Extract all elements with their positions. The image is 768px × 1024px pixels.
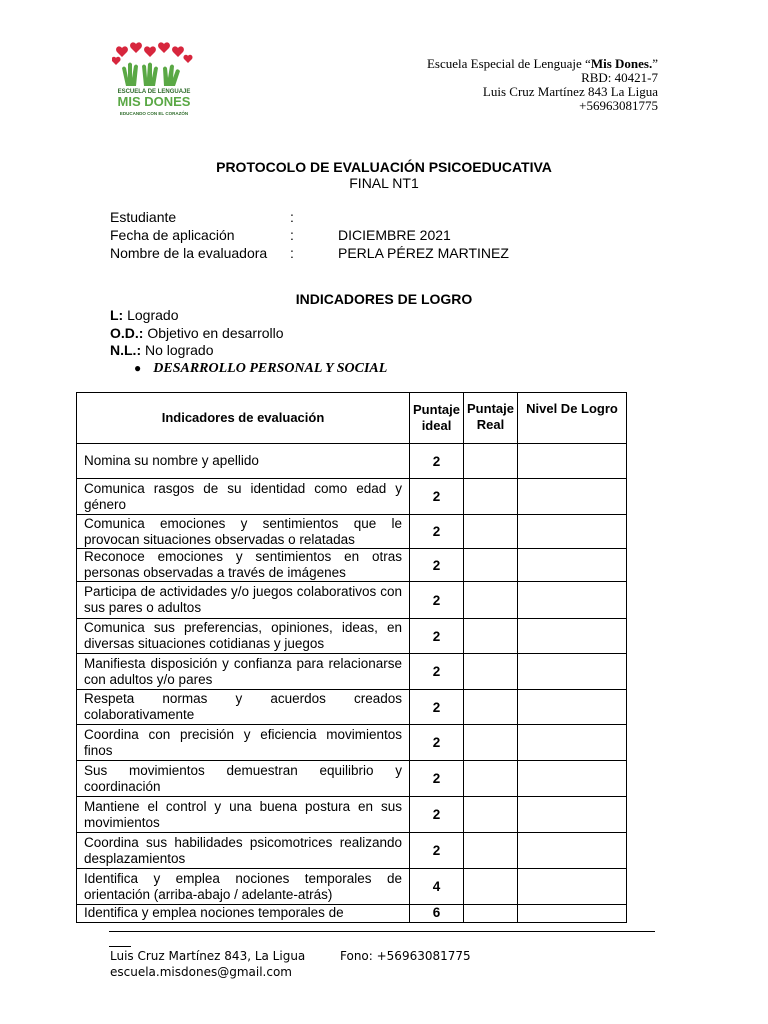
table-row [77, 690, 627, 725]
document-title: PROTOCOLO DE EVALUACIÓN PSICOEDUCATIVA [216, 159, 552, 175]
table-row [77, 619, 627, 654]
real-score-cell[interactable] [464, 833, 518, 869]
table-row [77, 515, 627, 549]
ideal-score-cell: 2 [410, 725, 464, 761]
real-score-cell[interactable] [464, 444, 518, 479]
indicator-cell: Coordina sus habilidades psicomotrices realizando desplazamientos [77, 833, 410, 869]
real-score-cell[interactable] [464, 761, 518, 797]
achievement-level-cell[interactable] [518, 444, 627, 479]
logo-slogan-text: EDUCANDO CON EL CORAZÓN [119, 111, 189, 116]
indicator-cell: Coordina con precisión y eficiencia movimientos finos [77, 725, 410, 761]
footer-divider [109, 931, 655, 932]
header-real-score: Puntaje Real [464, 393, 518, 444]
indicator-cell: Comunica sus preferencias, opiniones, ideas, en diversas situaciones cotidianas y juegos [77, 619, 410, 654]
indicator-cell: Identifica y emplea nociones temporales de orientación (arriba-abajo / adelante-atrás) [77, 869, 410, 905]
indicators-title: INDICADORES DE LOGRO [295, 291, 473, 307]
achievement-level-cell[interactable] [518, 479, 627, 515]
footer-email: escuela.misdones@gmail.com [110, 965, 292, 979]
ideal-score-cell: 2 [410, 444, 464, 479]
info-row-date: Fecha de aplicación : DICIEMBRE 2021 [110, 227, 451, 243]
table-row [77, 444, 627, 479]
table-row [77, 905, 627, 923]
logo-top-text: ESCUELA DE LENGUAJE [117, 89, 191, 95]
achievement-level-cell[interactable] [518, 515, 627, 549]
legend-item-logrado: L: Logrado [110, 307, 179, 323]
ideal-score-cell: 2 [410, 797, 464, 833]
header-ideal-score: Puntaje ideal [410, 393, 464, 444]
achievement-level-cell[interactable] [518, 869, 627, 905]
ideal-score-cell: 2 [410, 582, 464, 619]
section-heading: ● DESARROLLO PERSONAL Y SOCIAL [134, 361, 388, 376]
table-row [77, 725, 627, 761]
real-score-cell[interactable] [464, 619, 518, 654]
page-footer [110, 948, 471, 980]
indicator-cell: Mantiene el control y una buena postura en sus movimientos [77, 797, 410, 833]
indicator-cell: Reconoce emociones y sentimientos en otras personas observadas a través de imágenes [77, 549, 410, 582]
footer-address: Luis Cruz Martínez 843, La Ligua [110, 949, 306, 963]
real-score-cell[interactable] [464, 654, 518, 690]
footer-divider-short [109, 946, 131, 947]
school-address: Luis Cruz Martínez 843 La Ligua [482, 84, 658, 99]
ideal-score-cell: 2 [410, 619, 464, 654]
legend-item-objetivo: O.D.: Objetivo en desarrollo [110, 324, 284, 341]
student-info [110, 208, 509, 262]
info-row-evaluator: Nombre de la evaluadora : PERLA PÉREZ MARTINEZ [110, 245, 509, 261]
bullet-icon: ● [134, 361, 142, 375]
achievement-level-cell[interactable] [518, 549, 627, 582]
indicator-cell: Respeta normas y acuerdos creados colaborativamente [77, 690, 410, 725]
achievement-level-cell[interactable] [518, 654, 627, 690]
indicator-cell: Identifica y emplea nociones temporales de [77, 905, 410, 923]
real-score-cell[interactable] [464, 869, 518, 905]
ideal-score-cell: 2 [410, 761, 464, 797]
real-score-cell[interactable] [464, 515, 518, 549]
ideal-score-cell: 6 [410, 905, 464, 923]
real-score-cell[interactable] [464, 905, 518, 923]
achievement-level-cell[interactable] [518, 761, 627, 797]
table-row [77, 833, 627, 869]
indicator-cell: Comunica emociones y sentimientos que le provocan situaciones observadas o relatadas [77, 515, 410, 549]
ideal-score-cell: 2 [410, 833, 464, 869]
table-row [77, 761, 627, 797]
table-header-row [77, 393, 627, 444]
table-row [77, 582, 627, 619]
indicator-cell: Comunica rasgos de su identidad como edad y género [77, 479, 410, 515]
indicator-cell: Sus movimientos demuestran equilibrio y coordinación [77, 761, 410, 797]
ideal-score-cell: 2 [410, 479, 464, 515]
achievement-level-cell[interactable] [518, 905, 627, 923]
header-achievement-level: Nivel De Logro [518, 393, 627, 444]
indicator-cell: Participa de actividades y/o juegos colaborativos con sus pares o adultos [77, 582, 410, 619]
header-indicator: Indicadores de evaluación [77, 393, 410, 444]
achievement-legend [110, 307, 284, 360]
real-score-cell[interactable] [464, 690, 518, 725]
achievement-level-cell[interactable] [518, 797, 627, 833]
table-row [77, 869, 627, 905]
footer-phone: Fono: +56963081775 [340, 949, 471, 963]
achievement-level-cell[interactable] [518, 582, 627, 619]
achievement-level-cell[interactable] [518, 690, 627, 725]
table-row [77, 549, 627, 582]
achievement-level-cell[interactable] [518, 619, 627, 654]
ideal-score-cell: 4 [410, 869, 464, 905]
logo-name-text: MIS DONES [117, 94, 191, 109]
legend-item-no-logrado: N.L.: No logrado [110, 342, 214, 358]
indicator-cell: Manifiesta disposición y confianza para relacionarse con adultos y/o pares [77, 654, 410, 690]
ideal-score-cell: 2 [410, 515, 464, 549]
real-score-cell[interactable] [464, 479, 518, 515]
ideal-score-cell: 2 [410, 690, 464, 725]
school-name: Escuela Especial de Lenguaje “Mis Dones.” [426, 56, 658, 71]
achievement-level-cell[interactable] [518, 833, 627, 869]
table-row [77, 479, 627, 515]
table-row [77, 654, 627, 690]
school-header [427, 57, 658, 113]
school-logo [112, 42, 196, 120]
ideal-score-cell: 2 [410, 654, 464, 690]
school-phone: +56963081775 [579, 98, 658, 113]
real-score-cell[interactable] [464, 582, 518, 619]
real-score-cell[interactable] [464, 549, 518, 582]
real-score-cell[interactable] [464, 797, 518, 833]
achievement-level-cell[interactable] [518, 725, 627, 761]
document-subtitle: FINAL NT1 [349, 175, 419, 191]
ideal-score-cell: 2 [410, 549, 464, 582]
real-score-cell[interactable] [464, 725, 518, 761]
evaluation-table [76, 392, 627, 923]
indicator-cell: Nomina su nombre y apellido [77, 444, 410, 479]
table-row [77, 797, 627, 833]
school-rbd: RBD: 40421-7 [581, 70, 658, 85]
info-row-student: Estudiante : [110, 209, 294, 225]
